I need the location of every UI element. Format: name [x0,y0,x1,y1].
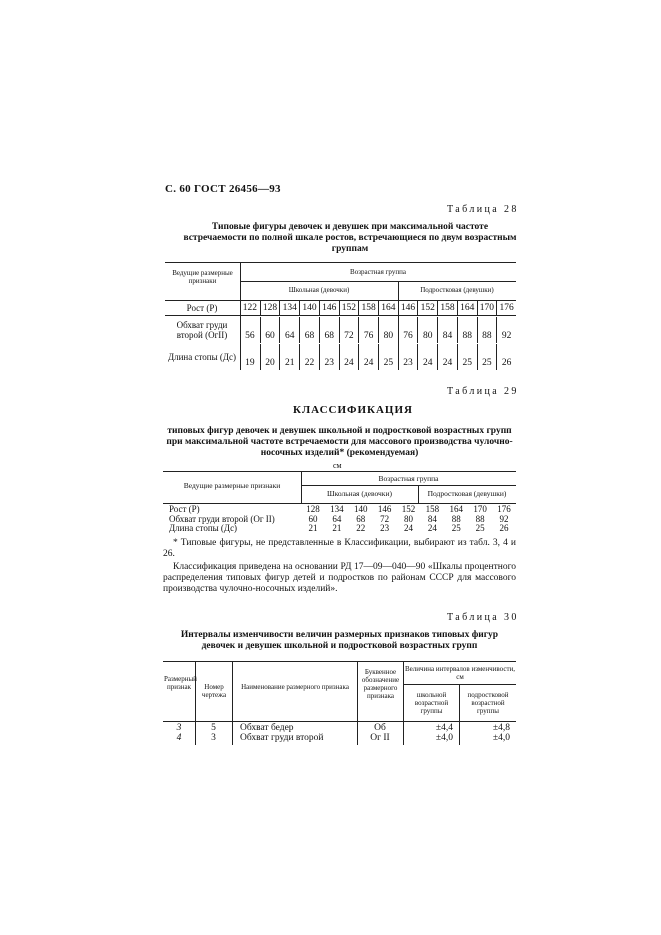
table-29-footnote: * Типовые фигуры, не представленные в Классификации, выбирают из табл. 3, 4 и 26. [163,538,516,559]
table-30-cell-num: 3 [176,723,182,733]
table-29-cell: 24 [427,523,437,533]
table-30-h-teen: подростковой возрастной группы [467,691,509,715]
table-29-heading: КЛАССИФИКАЦИЯ [293,404,413,416]
table-29-teen-header: Подростковая (девушки) [427,489,507,498]
table-29-row-label: Длина стопы (Дс) [169,523,238,533]
table-30-cell-name: Обхват груди второй [240,733,324,743]
table-28-cell: 24 [339,344,359,370]
table-29-cell: 140 [353,504,368,514]
table-28-cell: 164 [378,301,398,315]
table-29-cell: 170 [473,504,487,514]
table-28-cell: 88 [457,317,477,343]
table-28-cell: 152 [417,301,437,315]
table-28-cell: 19 [245,358,255,368]
table-28-cell: 80 [378,317,398,343]
table-28-cell: 56 [245,331,255,341]
table-29-cell: 176 [497,504,511,514]
table-29-label: Таблица 29 [447,386,519,397]
table-30-h-name: Наименование размерного признака [241,683,349,691]
table-29-cell: 21 [332,523,342,533]
table-28-teen-header: Подростковая (девушки) [420,286,494,294]
table-29-cell: 64 [332,513,342,524]
table-28-school-header: Школьная (девочки) [288,286,350,294]
table-29-col-header: Ведущие размерные признаки [183,481,281,490]
table-28-cell: 128 [260,301,280,315]
table-28-title: Типовые фигуры девочек и девушек при максимальной частоте встречаемости по полной шкале ростов, встречающиеся по двум возрастным группам [183,222,517,254]
table-30-h-num: Размерный признак [164,675,197,691]
table-30-cell-school: ±4,4 [435,723,453,733]
table-29-cell: 68 [356,513,366,524]
table-29-unit: см [333,461,342,470]
table-28-cell: 68 [299,317,319,343]
table-29-cell: 22 [356,523,366,533]
table-29-cell: 146 [377,504,392,514]
table-28-cell: 170 [477,301,497,315]
table-28-col-header-text: Ведущие размерные признаки [172,269,233,285]
table-30-cell-code: Ог II [370,733,390,743]
table-29-title: типовых фигур девочек и девушек школьной и подростковой возрастных групп при максимальной частоте встречаемости для массового производства чулочно-носочных изделий* (рекомендуемая) [166,426,513,458]
table-28-row-label: Рост (Р) [186,303,218,313]
table-28-row-label: Обхват груди второй (ОгII) [176,320,228,340]
table-29-cell: 24 [403,523,413,533]
table-28-cell: 122 [242,303,257,313]
table-29-cell: 23 [380,523,390,533]
table-29-cell: 134 [330,504,344,514]
table-29-cell: 88 [451,513,461,524]
table-28-frame [165,262,516,370]
table-28-cell: 25 [378,344,398,370]
table-28-row-label: Длина стопы (Дс) [167,352,237,362]
table-28-cell: 158 [358,301,378,315]
table-30-cell-teen: ±4,8 [492,723,510,733]
table-28-cell: 23 [398,344,418,370]
table-28-label: Таблица 28 [447,204,519,215]
table-30-h-code: Буквенное обозначение размерного признака [361,668,400,700]
table-30-h-school: школьной возрастной группы [414,691,449,715]
table-28-cell: 25 [477,344,497,370]
table-28-cell: 24 [437,344,457,370]
table-28-cell: 88 [477,317,497,343]
table-28-group-header-text: Возрастная группа [350,268,406,276]
table-28-cell: 80 [417,317,437,343]
table-29-cell: 25 [475,523,485,533]
page-header: С. 60 ГОСТ 26456—93 [165,183,281,195]
table-30-h-interval: Величина интервалов изменчивости, см [404,665,516,681]
table-28-cell: 20 [260,344,280,370]
table-28-cell: 21 [279,344,299,370]
table-30-cell-school: ±4,0 [435,733,453,743]
table-29-cell: 92 [499,513,509,524]
table-29-cell: 152 [401,504,416,514]
table-28-cell: 76 [358,317,378,343]
table-28-cell: 84 [437,317,457,343]
table-29-cell: 60 [308,513,318,524]
table-30-title: Интервалы изменчивости величин размерных признаков типовых фигур девочек и девушек школьной и подростковой возрастных групп [180,630,499,651]
table-28-cell: 146 [398,301,418,315]
table-29-source-note: Классификация приведена на основании РД 17—09—040—90 «Шкалы процентного распределения типовых фигур детей и подростков по районам СССР для массового производства чулочно-носочных изделий». [163,562,516,594]
table-29-row-label: Обхват груди второй (Ог II) [169,513,275,524]
table-28-cell: 68 [319,317,339,343]
table-29-cell: 25 [451,523,461,533]
table-30-cell-teen: ±4,0 [492,733,510,743]
table-29-cell: 72 [380,513,390,524]
table-30-cell-drawing: 3 [211,733,216,743]
table-28-cell: 140 [299,301,319,315]
table-30-h-drawing: Номер чертежа [201,683,227,699]
table-30-cell-code: Об [374,723,386,733]
table-30-cell-num: 4 [176,733,182,743]
table-28-cell: 24 [417,344,437,370]
table-29-school-header: Школьная (девочки) [327,489,392,498]
table-29-cell: 88 [475,513,485,524]
table-29-group-header: Возрастная группа [378,474,439,483]
table-29-cell: 26 [499,523,509,533]
table-28-cell: 76 [398,317,418,343]
table-29-cell: 21 [308,523,318,533]
table-28-cell: 158 [437,301,457,315]
table-29-cell: 158 [425,504,440,514]
table-28-cell: 152 [339,301,359,315]
table-28-cell: 23 [319,344,339,370]
table-28-cell: 22 [299,344,319,370]
table-30-label: Таблица 30 [447,612,519,623]
table-29-row-label: Рост (Р) [169,504,200,514]
table-28-cell: 64 [279,317,299,343]
table-29-frame [163,471,516,533]
table-28-cell: 92 [496,317,516,343]
table-28-cell: 60 [260,317,280,343]
table-28-cell: 164 [457,301,477,315]
table-28-cell: 26 [496,344,516,370]
table-28-cell: 24 [358,344,378,370]
table-28-cell: 146 [319,301,339,315]
table-28-cell: 25 [457,344,477,370]
table-29-cell: 84 [427,513,437,524]
table-28-cell: 176 [496,301,516,315]
table-28-cell: 134 [279,301,299,315]
table-29-cell: 128 [306,504,320,514]
table-28-cell: 72 [339,317,359,343]
table-30-frame [163,661,516,745]
table-30-cell-drawing: 5 [211,723,216,733]
table-29-cell: 164 [449,504,464,514]
table-29-cell: 80 [403,513,413,524]
table-30-cell-name: Обхват бедер [240,723,294,733]
